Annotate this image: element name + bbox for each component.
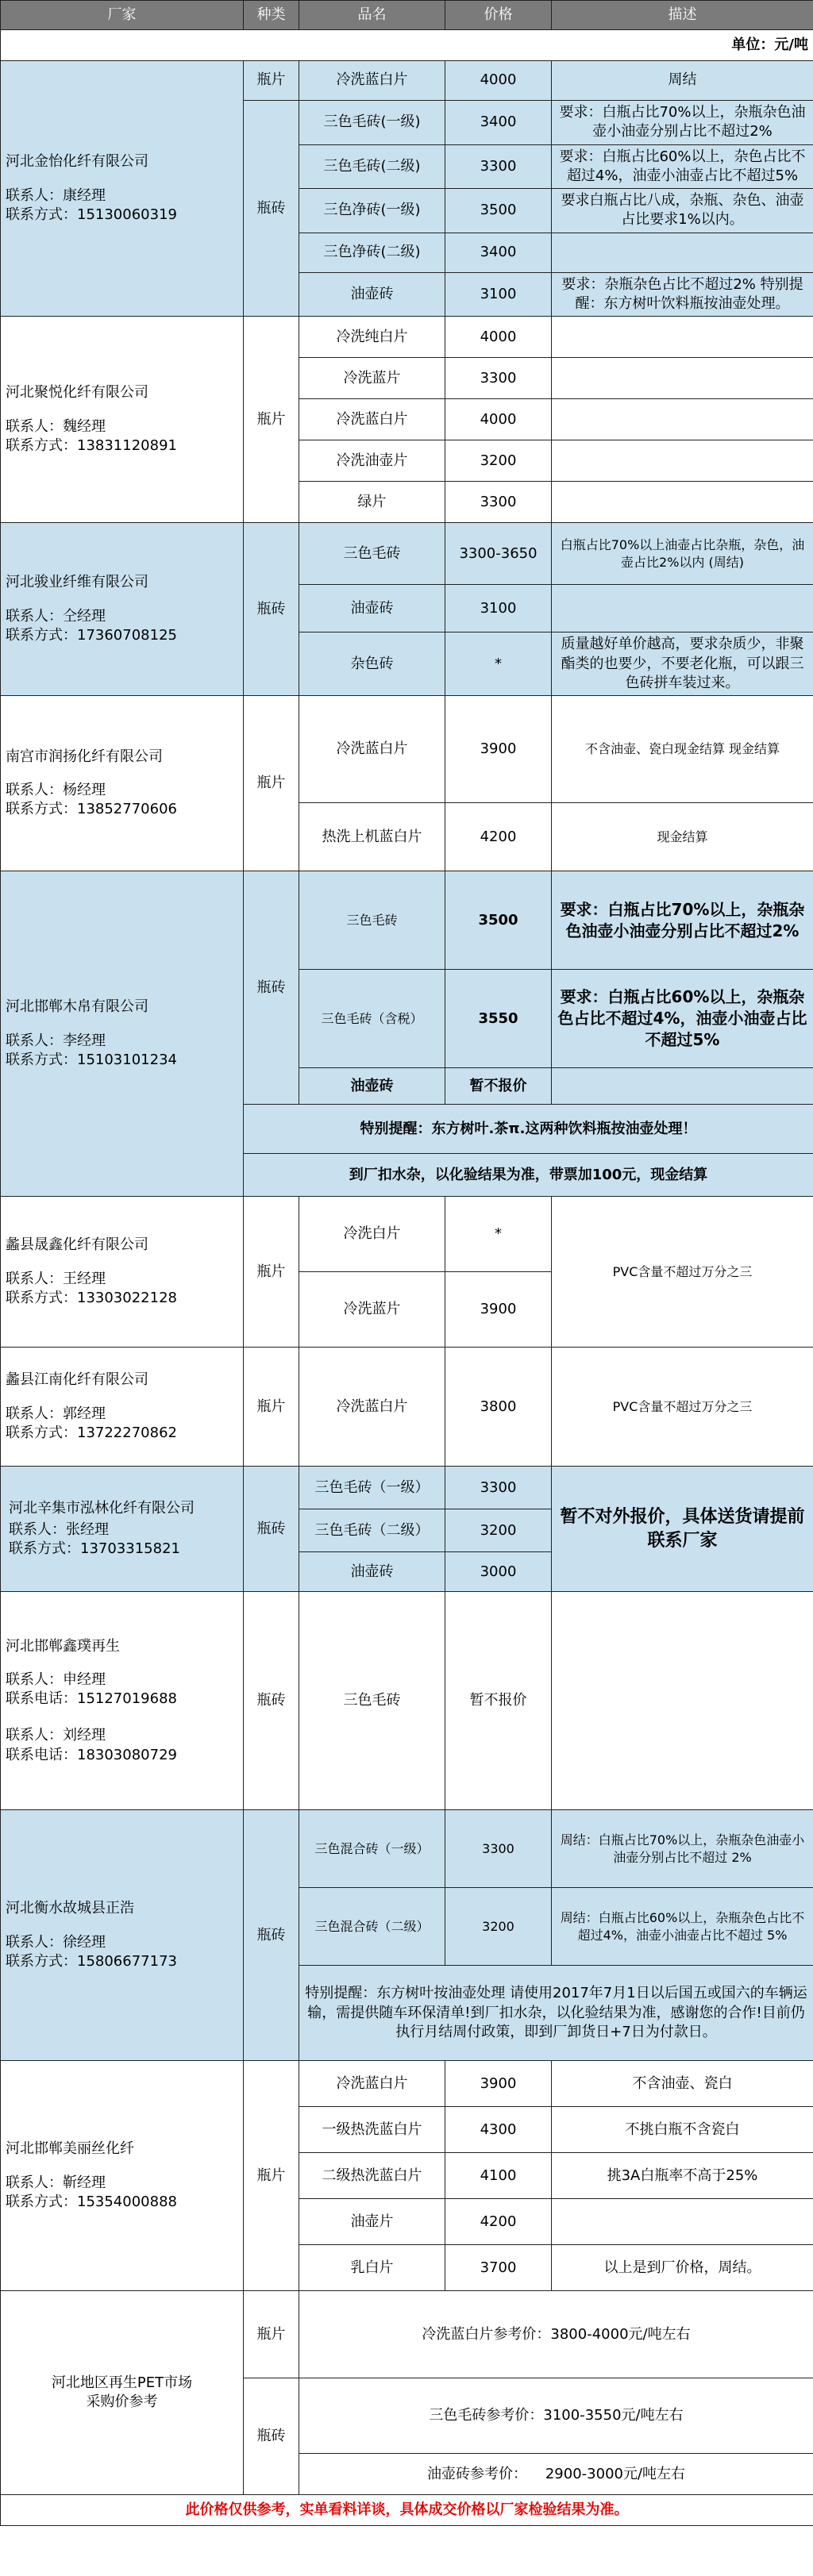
company-phone: 联系电话：15127019688 — [6, 1690, 177, 1708]
product-name: 冷洗纯白片 — [299, 317, 445, 358]
company-cell — [1, 317, 244, 523]
product-desc — [552, 440, 813, 482]
product-name: 三色毛砖(一级) — [299, 101, 445, 145]
table-row — [1, 1348, 813, 1467]
company-phone: 联系方式：13831120891 — [6, 437, 177, 455]
product-price: 3550 — [445, 970, 552, 1068]
company-contact: 联系人：申经理 — [6, 1671, 106, 1688]
table-row — [1, 2061, 813, 2107]
table-row — [1, 871, 813, 970]
special-note: 特别提醒：东方树叶按油壶处理 请使用2017年7月1日以后国五或国六的车辆运输，需提供随车环保清单!到厂扣水杂，以化验结果为准，感谢您的合作!目前仍执行月结周付政策，即到厂卸货日+7日为付款日。 — [299, 1966, 813, 2061]
product-desc: 不挑白瓶不含瓷白 — [552, 2107, 813, 2153]
product-price: 3200 — [445, 440, 552, 482]
product-name: 三色毛砖 — [299, 871, 445, 970]
product-price: 3400 — [445, 101, 552, 145]
company-contact: 联系人：李经理 — [6, 1032, 106, 1049]
table-row — [1, 1592, 813, 1810]
company-phone: 联系方式：15103101234 — [6, 1051, 177, 1068]
company-name: 河北聚悦化纤有限公司 — [6, 384, 148, 402]
product-name: 三色净砖(二级) — [299, 233, 445, 272]
product-name: 冷洗蓝白片 — [299, 1348, 445, 1467]
product-desc: 白瓶占比70%以上油壶占比杂瓶，杂色，油壶占比2%以内 (周结) — [552, 523, 813, 585]
product-desc — [552, 2199, 813, 2245]
product-name: 冷洗蓝白片 — [299, 2061, 445, 2107]
product-price: 3300 — [445, 358, 552, 399]
company-phone: 联系方式：15130060319 — [6, 206, 177, 223]
product-desc — [552, 482, 813, 523]
kind-cell: 瓶砖 — [244, 1810, 299, 2061]
company-phone: 联系方式：15354000888 — [6, 2193, 177, 2210]
product-desc: 要求：杂瓶杂色占比不超过2% 特别提醒：东方树叶饮料瓶按油壶处理。 — [552, 272, 813, 317]
product-desc: 现金结算 — [552, 803, 813, 871]
product-name: 油壶片 — [299, 2199, 445, 2245]
kind-cell: 瓶片 — [244, 317, 299, 523]
company-contact: 联系人：仝经理 — [6, 607, 106, 625]
product-desc — [552, 1068, 813, 1105]
product-name: 油壶砖 — [299, 272, 445, 317]
product-name: 三色混合砖（二级） — [299, 1888, 445, 1966]
product-price: 4200 — [445, 2199, 552, 2245]
reference-title: 河北地区再生PET市场 — [51, 2374, 193, 2391]
company-name: 河北骏业纤维有限公司 — [6, 574, 148, 591]
disclaimer: 此价格仅供参考，实单看料详谈，具体成交价格以厂家检验结果为准。 — [1, 2495, 813, 2526]
header-name: 品名 — [299, 1, 445, 30]
product-desc: 周结：白瓶占比60%以上，杂瓶杂色占比不超过4%，油壶小油壶占比不超过 5% — [552, 1888, 813, 1966]
header-desc: 描述 — [552, 1, 813, 30]
product-price: 4300 — [445, 2107, 552, 2153]
company-cell — [1, 2061, 244, 2291]
company-cell — [1, 61, 244, 317]
product-desc: 周结 — [552, 61, 813, 101]
company-contact: 联系人：魏经理 — [6, 417, 106, 435]
product-name: 三色毛砖（二级） — [299, 1509, 445, 1552]
company-contact: 联系人：徐经理 — [6, 1933, 106, 1951]
product-price: 3500 — [445, 871, 552, 970]
company-name: 蠡县晟鑫化纤有限公司 — [6, 1236, 148, 1254]
product-desc: 不含油壶、瓷白 — [552, 2061, 813, 2107]
product-price: 3100 — [445, 272, 552, 317]
company-contact: 联系人：张经理 — [9, 1521, 109, 1538]
company-cell — [1, 696, 244, 871]
company-phone: 联系方式：13303022128 — [6, 1289, 177, 1306]
kind-cell: 瓶片 — [244, 696, 299, 871]
header-company: 厂家 — [1, 1, 244, 30]
company-contact: 联系人：郭经理 — [6, 1405, 106, 1422]
reference-subtitle: 采购价参考 — [86, 2393, 158, 2411]
company-name: 南宫市润扬化纤有限公司 — [6, 748, 163, 765]
product-price: 4200 — [445, 803, 552, 871]
product-desc — [552, 399, 813, 440]
product-name: 油壶砖 — [299, 585, 445, 632]
kind-cell: 瓶砖 — [244, 1467, 299, 1592]
product-desc: 要求：白瓶占比60%以上，杂色占比不超过4%，油壶小油壶占比不超过5% — [552, 144, 813, 189]
product-name: 三色毛砖 — [299, 1592, 445, 1810]
reference-line: 三色毛砖参考价：3100-3550元/吨左右 — [299, 2378, 813, 2454]
product-name: 油壶砖 — [299, 1552, 445, 1592]
kind-cell: 瓶片 — [244, 1348, 299, 1467]
product-price: 3000 — [445, 1552, 552, 1592]
kind-cell: 瓶片 — [244, 2291, 299, 2378]
product-name: 二级热洗蓝白片 — [299, 2153, 445, 2199]
product-desc — [552, 233, 813, 272]
company-cell — [1, 523, 244, 696]
product-price: 3800 — [445, 1348, 552, 1467]
company-contact: 联系人：杨经理 — [6, 782, 106, 799]
reference-line: 冷洗蓝白片参考价：3800-4000元/吨左右 — [299, 2291, 813, 2378]
product-desc: 要求：白瓶占比70%以上，杂瓶杂色油壶小油壶分别占比不超过2% — [552, 871, 813, 970]
company-phone: 联系方式：13703315821 — [9, 1540, 180, 1557]
product-price: 3900 — [445, 2061, 552, 2107]
product-desc: 挑3A白瓶率不高于25% — [552, 2153, 813, 2199]
table-row — [1, 317, 813, 358]
product-desc: 要求：白瓶占比60%以上，杂瓶杂色占比不超过4%，油壶小油壶占比不超过5% — [552, 970, 813, 1068]
product-name: 三色毛砖（一级） — [299, 1467, 445, 1509]
table-row — [1, 1197, 813, 1272]
product-price: * — [445, 632, 552, 696]
product-price: 3900 — [445, 1272, 552, 1348]
product-desc: PVC含量不超过万分之三 — [552, 1197, 813, 1348]
kind-cell: 瓶砖 — [244, 523, 299, 696]
company-name: 河北金怡化纤有限公司 — [6, 153, 148, 171]
product-price: 3900 — [445, 696, 552, 803]
product-desc: 不含油壶、瓷白现金结算 现金结算 — [552, 696, 813, 803]
product-desc: 要求：白瓶占比70%以上，杂瓶杂色油壶小油壶分别占比不超过2% — [552, 101, 813, 145]
company-name: 河北辛集市泓林化纤有限公司 — [9, 1500, 195, 1517]
product-desc — [552, 317, 813, 358]
company-cell — [1, 1592, 244, 1810]
company-name: 河北邯郸木帛有限公司 — [6, 998, 148, 1016]
kind-cell: 瓶砖 — [244, 871, 299, 1105]
product-price: 3500 — [445, 189, 552, 233]
product-price: 4000 — [445, 61, 552, 101]
product-name: 三色混合砖（一级） — [299, 1810, 445, 1888]
reference-line: 油壶砖参考价： 2900-3000元/吨左右 — [299, 2454, 813, 2495]
product-name: 冷洗白片 — [299, 1197, 445, 1272]
company-phone: 联系电话：18303080729 — [6, 1746, 177, 1763]
product-price: 3400 — [445, 233, 552, 272]
product-price: 4000 — [445, 399, 552, 440]
company-name: 河北邯郸鑫璞再生 — [6, 1637, 120, 1655]
kind-cell: 瓶砖 — [244, 101, 299, 317]
company-contact: 联系人：王经理 — [6, 1270, 106, 1287]
company-phone: 联系方式：13722270862 — [6, 1424, 177, 1441]
company-phone: 联系方式：13852770606 — [6, 801, 177, 818]
product-name: 绿片 — [299, 482, 445, 523]
product-desc — [552, 358, 813, 399]
product-price: 3200 — [445, 1888, 552, 1966]
product-price: 暂不报价 — [445, 1592, 552, 1810]
company-cell — [1, 1810, 244, 2061]
header-price: 价格 — [445, 1, 552, 30]
table-row — [1, 523, 813, 585]
product-price: 3300 — [445, 1810, 552, 1888]
product-price: 3300 — [445, 482, 552, 523]
product-price: 3100 — [445, 585, 552, 632]
product-desc: 暂不对外报价，具体送货请提前联系厂家 — [552, 1467, 813, 1592]
kind-cell: 瓶片 — [244, 61, 299, 101]
company-contact: 联系人：靳经理 — [6, 2174, 106, 2191]
kind-cell: 瓶砖 — [244, 2378, 299, 2495]
unit-label: 单位：元/吨 — [1, 30, 813, 61]
product-name: 冷洗蓝片 — [299, 1272, 445, 1348]
product-name: 冷洗蓝片 — [299, 358, 445, 399]
special-note: 特别提醒：东方树叶.茶π.这两种饮料瓶按油壶处理！ — [244, 1105, 813, 1154]
product-desc: 要求白瓶占比八成，杂瓶、杂色、油壶占比要求1%以内。 — [552, 189, 813, 233]
table-row — [1, 1810, 813, 1888]
footer-row — [1, 2495, 813, 2526]
table-row — [1, 696, 813, 803]
header-kind: 种类 — [244, 1, 299, 30]
company-phone: 联系方式：15806677173 — [6, 1952, 177, 1970]
kind-cell: 瓶片 — [244, 2061, 299, 2291]
header-row — [1, 1, 813, 30]
table-row — [1, 61, 813, 101]
product-price: 3700 — [445, 2245, 552, 2291]
product-price: 4100 — [445, 2153, 552, 2199]
company-phone: 联系方式：17360708125 — [6, 626, 177, 644]
company-name: 河北邯郸美丽丝化纤 — [6, 2140, 134, 2158]
product-name: 热洗上机蓝白片 — [299, 803, 445, 871]
product-name: 冷洗蓝白片 — [299, 696, 445, 803]
product-desc: PVC含量不超过万分之三 — [552, 1348, 813, 1467]
product-price: 4000 — [445, 317, 552, 358]
kind-cell: 瓶片 — [244, 1197, 299, 1348]
company-cell — [1, 1348, 244, 1467]
settlement-note: 到厂扣水杂，以化验结果为准，带票加100元，现金结算 — [244, 1154, 813, 1197]
product-name: 三色毛砖 — [299, 523, 445, 585]
product-name: 杂色砖 — [299, 632, 445, 696]
product-name: 乳白片 — [299, 2245, 445, 2291]
product-name: 三色净砖(一级) — [299, 189, 445, 233]
product-name: 冷洗蓝白片 — [299, 61, 445, 101]
product-name: 冷洗蓝白片 — [299, 399, 445, 440]
reference-cell — [1, 2291, 244, 2495]
product-price: 3300-3650 — [445, 523, 552, 585]
product-desc: 以上是到厂价格，周结。 — [552, 2245, 813, 2291]
unit-row — [1, 30, 813, 61]
company-cell — [1, 871, 244, 1197]
product-desc — [552, 585, 813, 632]
product-desc: 周结：白瓶占比70%以上，杂瓶杂色油壶小油壶分别占比不超过 2% — [552, 1810, 813, 1888]
table-row — [1, 1467, 813, 1509]
company-cell — [1, 1197, 244, 1348]
company-name: 河北衡水故城县正浩 — [6, 1900, 134, 1917]
product-name: 三色毛砖(二级) — [299, 144, 445, 189]
product-price: * — [445, 1197, 552, 1272]
company-name: 蠡县江南化纤有限公司 — [6, 1371, 148, 1389]
company-contact: 联系人：刘经理 — [6, 1727, 106, 1744]
kind-cell: 瓶砖 — [244, 1592, 299, 1810]
product-price: 3300 — [445, 144, 552, 189]
product-name: 油壶砖 — [299, 1068, 445, 1105]
company-contact: 联系人：康经理 — [6, 186, 106, 204]
product-price: 3200 — [445, 1509, 552, 1552]
product-name: 冷洗油壶片 — [299, 440, 445, 482]
product-desc: 质量越好单价越高，要求杂质少，非聚酯类的也要少，不要老化瓶，可以跟三色砖拼车装过来。 — [552, 632, 813, 696]
product-price: 暂不报价 — [445, 1068, 552, 1105]
product-price: 3300 — [445, 1467, 552, 1509]
product-name: 一级热洗蓝白片 — [299, 2107, 445, 2153]
table-row — [1, 2291, 813, 2378]
product-desc — [552, 1592, 813, 1810]
product-name: 三色毛砖（含税） — [299, 970, 445, 1068]
company-cell — [1, 1467, 244, 1592]
